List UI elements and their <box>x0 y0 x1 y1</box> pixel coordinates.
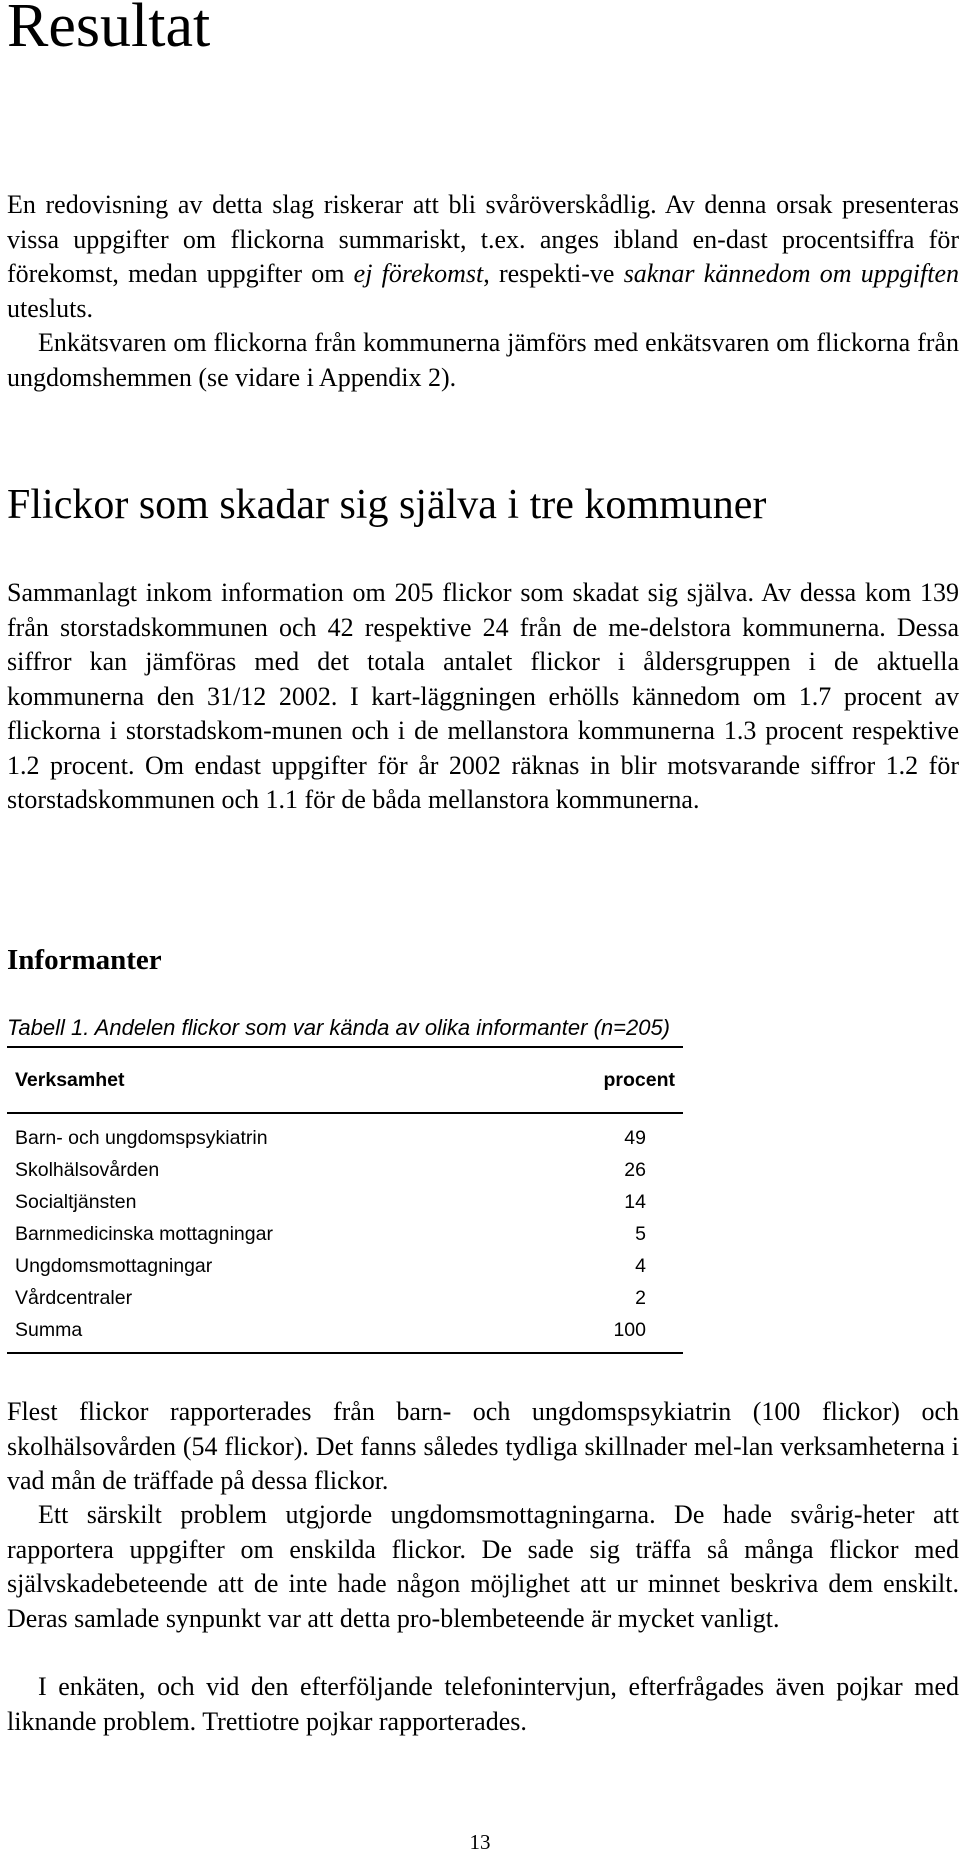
table-row-total <box>7 1314 683 1346</box>
row-label: Barnmedicinska mottagningar <box>15 1223 273 1245</box>
table-row <box>7 1218 683 1250</box>
table-header-procent: procent <box>603 1068 675 1091</box>
table-row <box>7 1250 683 1282</box>
intro-text-b: , respekti-ve <box>483 259 624 288</box>
results-paragraph-1: Flest flickor rapporterades från barn- och ungdomspsykiatrin (100 flickor) och skolhälsovården (54 flickor). Det fanns således tydliga skillnader mel-lan verksamheterna i vad mån de träffade på dessa flickor. <box>7 1397 959 1495</box>
row-value: 4 <box>635 1255 646 1277</box>
section-heading: Flickor som skadar sig själva i tre kommuner <box>7 482 767 528</box>
informant-table <box>7 1046 683 1354</box>
table-header-row <box>7 1048 683 1114</box>
row-label: Socialtjänsten <box>15 1191 137 1213</box>
row-value: 5 <box>635 1223 646 1245</box>
intro-emphasis-2: saknar kännedom om uppgiften <box>623 259 959 288</box>
table-body <box>7 1114 683 1354</box>
row-value: 2 <box>635 1287 646 1309</box>
row-label: Ungdomsmottagningar <box>15 1255 213 1277</box>
table-caption <box>7 1013 670 1043</box>
results-paragraph-2: Ett särskilt problem utgjorde ungdomsmottagningarna. De hade svårig-heter att rapportera uppgifter om enskilda flickor. De sade sig träffa så många flickor med självskadebeteende att de inte hade någon möjlighet att ur minnet beskriva dem enskilt. Deras samlade synpunkt var att detta pro-blembeteende är mycket vanligt. <box>7 1500 959 1633</box>
intro-paragraph-1 <box>7 188 959 326</box>
row-value: 100 <box>613 1319 646 1341</box>
table-caption-text: Andelen flickor som var kända av olika informanter (n=205) <box>89 1015 671 1040</box>
intro-text-c: utesluts. <box>7 293 93 323</box>
table-row <box>7 1154 683 1186</box>
table-row <box>7 1122 683 1154</box>
page-number: 13 <box>469 1830 491 1854</box>
table-row <box>7 1282 683 1314</box>
table-caption-label: Tabell 1. <box>7 1015 90 1040</box>
row-label: Summa <box>15 1319 83 1341</box>
row-label: Vårdcentraler <box>15 1287 133 1309</box>
subsection-heading: Informanter <box>7 944 162 976</box>
results-paragraph-3: I enkäten, och vid den efterföljande telefonintervjun, efterfrågades även pojkar med liknande problem. Trettiotre pojkar rapporterades. <box>7 1672 959 1736</box>
row-value: 14 <box>624 1191 646 1213</box>
row-value: 49 <box>624 1127 646 1149</box>
intro-text-a: En redovisning av detta slag riskerar att bli svåröverskådlig. Av denna orsak presenteras vissa uppgifter om flickorna summariskt, t.ex. anges ibland en-dast procentsiffra för förekomst, medan uppgifter om <box>7 190 959 288</box>
section-paragraph: Sammanlagt inkom information om 205 flickor som skadat sig själva. Av dessa kom 139 från storstadskommunen och 42 respektive 24 från de me-delstora kommunerna. Dessa siffror kan jämföras med det totala antalet flickor i åldersgruppen i de aktuella kommunerna den 31/12 2002. I kart-läggningen erhölls kännedom om 1.7 procent av flickorna i storstadskom-munen och i de mellanstora kommunerna 1.3 procent respektive 1.2 procent. Om endast uppgifter för år 2002 räknas in blir motsvarande siffror 1.2 för storstadskommunen och 1.1 för de båda mellanstora kommunerna. <box>7 578 959 814</box>
row-value: 26 <box>624 1159 646 1181</box>
row-label: Skolhälsovården <box>15 1159 160 1181</box>
intro-paragraph-2: Enkätsvaren om flickorna från kommunerna jämförs med enkätsvaren om flickorna från ungdomshemmen (se vidare i Appendix 2). <box>7 328 959 392</box>
intro-emphasis-1: ej förekomst <box>353 259 484 288</box>
table-header-verksamhet: Verksamhet <box>15 1068 125 1091</box>
table-row <box>7 1186 683 1218</box>
page-heading: Resultat <box>7 0 211 60</box>
row-label: Barn- och ungdomspsykiatrin <box>15 1127 268 1149</box>
